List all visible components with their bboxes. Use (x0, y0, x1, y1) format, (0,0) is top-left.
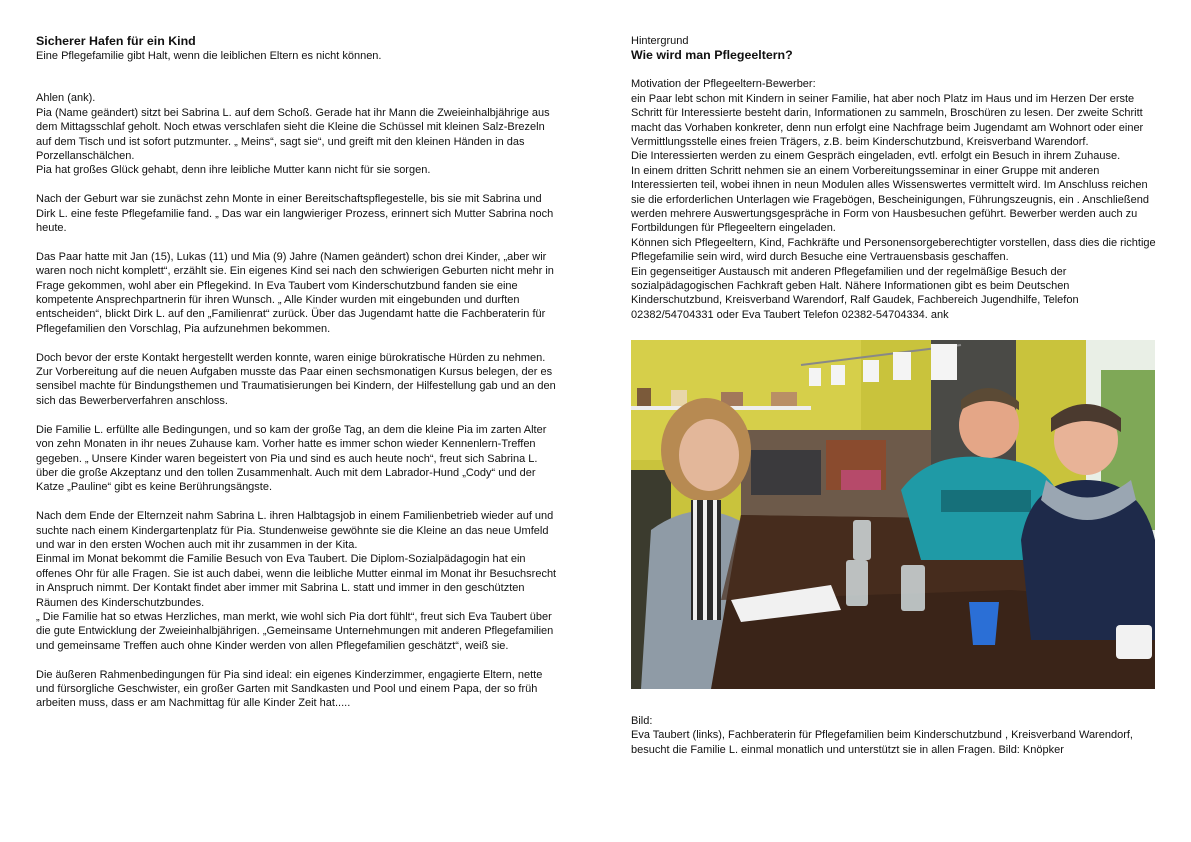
article-title: Sicherer Hafen für ein Kind (36, 34, 196, 48)
article-paragraph: Die äußeren Rahmenbedingungen für Pia sind ideal: ein eigenes Kinderzimmer, engagierte Eltern, nette und fürsorgliche Geschwister, ein großer Garten mit Sandkasten und Pool und einem Papa, der so früh arbeiten muss, dass er am Nachmittag für alle Kinder Zeit hat..... (36, 668, 543, 710)
article-paragraph: Das Paar hatte mit Jan (15), Lukas (11) und Mia (9) Jahre (Namen geändert) schon drei Kinder, „aber wir waren noch nicht komplett“, erzählt sie. Ein eigenes Kind sei nach den schwierigen Geburten nicht mehr in Frage gekommen, wohl aber ein Pflegekind. In Eva Taubert vom Kinderschutzbund fanden sie eine kompetente Ansprechpartnerin für ihren Wunsch. „ Alle Kinder wurden mit eingebunden und durften entscheiden“, blickt Dirk L. auf den „Familienrat“ zurück. Über das Jugendamt hatte die Fachberaterin für Pflegefamilien den Vorschlag, Pia aufzunehmen bekommen. (36, 250, 554, 335)
info-text: ein Paar lebt schon mit Kindern in seiner Familie, hat aber noch Platz im Haus und im Herzen Der erste Schritt für Interessierte besteht darin, Informationen zu sammeln, Broschüren zu lesen. Der zweite Schritt macht das Vorhaben konkreter, denn nun erfolgt eine Nachfrage beim Jugendamt am Wohnort oder einer Vermittlungsstelle eines freien Trägers, z.B. beim Kinderschutzbund, Kreisverband Warendorf. Die Interessierten werden zu einem Gespräch eingeladen, evtl. erfolgt ein Besuch in ihrem Zuhause. In einem dritten Schritt nehmen sie an einem Vorbereitungsseminar in einer Gruppe mit anderen Interessierten teil, wobei ihnen in neun Modulen alles Wissenswertes vermittelt wird. Im Anschluss reichen sie die erforderlichen Unterlagen wie Fragebögen, Bescheinigungen, Führungszeugnis, ein . Anschließend werden mehrere Auswertungsgespräche in Form von Hausbesuchen geführt. Bewerber werden auch zu Fortbildungen für Pflegeeltern eingeladen. Können sich Pflegeeltern, Kind, Fachkräfte und Personensorgeberechtigter vorstellen, dass dies die richtige Pflegefamilie sein wird, wird durch Besuche eine Vertrauensbasis geschaffen. Ein gegenseitiger Austausch mit anderen Pflegefamilien und der regelmäßige Besuch der sozialpädagogischen Fachkraft geben Halt. Nähere Informationen gibt es beim Deutschen Kinderschutzbund, Kreisverband Warendorf, Ralf Gaudek, Fachbereich Jugendhilfe, Telefon 02382/54704331 oder Eva Taubert Telefon 02382-54704334. ank (631, 92, 1156, 321)
section-kicker: Hintergrund (631, 35, 689, 47)
caption-text: Eva Taubert (links), Fachberaterin für Pflegefamilien beim Kinderschutzbund , Kreisverband Warendorf, besucht die Familie L. einmal monatlich und unterstützt sie in allen Fragen. Bild: Knöpker (631, 729, 1133, 756)
info-intro-label: Motivation der Pflegeeltern-Bewerber: (631, 78, 816, 91)
article-photo (631, 340, 1155, 689)
article-paragraph: Doch bevor der erste Kontakt hergestellt werden konnte, waren einige bürokratische Hürden zu nehmen. Zur Vorbereitung auf die neuen Aufgaben musste das Paar einen sechsmonatigen Kursus belegen, der es sensibel machte für Bindungsthemen und Traumatisierungen bei Kindern, der Hilfestellung gab und an den sich das Bewerberverfahren anschloss. (36, 351, 556, 407)
article-main (36, 34, 561, 711)
photo-caption (631, 714, 1156, 757)
article-paragraph: Pia (Name geändert) sitzt bei Sabrina L. auf dem Schoß. Gerade hat ihr Mann die Zweieinhalbjährige aus dem Mittagsschlaf geholt. Noch etwas verschlafen sieht die Kleine die Schüssel mit kleinen Salz-Brezeln auf dem Tisch und ist sofort putzmunter. „ Meins“, sagt sie“, und greift mit den kleinen Händen in das Porzellanschälchen. Pia hat großes Glück gehabt, denn ihre leibliche Mutter kann nicht für sie sorgen. (36, 106, 550, 177)
article-paragraph: Nach der Geburt war sie zunächst zehn Monte in einer Bereitschaftspflegestelle, bis sie mit Sabrina und Dirk L. eine feste Pflegefamilie fand. „ Das war ein langwieriger Prozess, erinnert sich Mutter Sabrina noch heute. (36, 193, 554, 235)
dateline: Ahlen (ank). (36, 92, 96, 105)
caption-label: Bild: (631, 715, 653, 727)
article-subtitle: Eine Pflegefamilie gibt Halt, wenn die leiblichen Eltern es nicht können. (36, 50, 382, 62)
info-box (631, 34, 1156, 322)
article-paragraph: Die Familie L. erfüllte alle Bedingungen, und so kam der große Tag, an dem die kleine Pia im zarten Alter von zehn Monaten in ihr neues Zuhause kam. Vorher hatte es immer schon wieder Kennenlern-Treffen gegeben. „ Unsere Kinder waren begeistert von Pia und sind es auch heute noch“, freut sich Sabrina L. über die große Akzeptanz und den tollen Zusammenhalt. Auch mit dem Labrador-Hund „Cody“ und der Katze „Pauline“ gibt es keine Berührungsängste. (36, 423, 547, 494)
info-title: Wie wird man Pflegeeltern? (631, 48, 793, 62)
article-paragraph: Nach dem Ende der Elternzeit nahm Sabrina L. ihren Halbtagsjob in einem Familienbetrieb wieder auf und suchte nach einem Kindergartenplatz für Pia. Stundenweise gewöhnte sie die Kleine an das neue Umfeld und war in den ersten Wochen auch mit ihr zusammen in der Kita. Einmal im Monat bekommt die Familie Besuch von Eva Taubert. Die Diplom-Sozialpädagogin hat ein offenes Ohr für alle Fragen. Sie ist auch dabei, wenn die leibliche Mutter einmal im Monat ihr Besuchsrecht in Anspruch nimmt. Der Kontakt findet aber immer mit Sabrina L. statt und immer in den geschützten Räumen des Kinderschutzbundes. „ Die Familie hat so etwas Herzliches, man merkt, wie wohl sich Pia dort fühlt“, freut sich Eva Taubert über die gute Entwicklung der Zweieinhalbjährigen. „Gemeinsame Unternehmungen mit anderen Pflegefamilien und gemeinsame Treffen auch ohne Kinder werden von allen Pflegefamilien geschätzt“, weiß sie. (36, 510, 557, 652)
